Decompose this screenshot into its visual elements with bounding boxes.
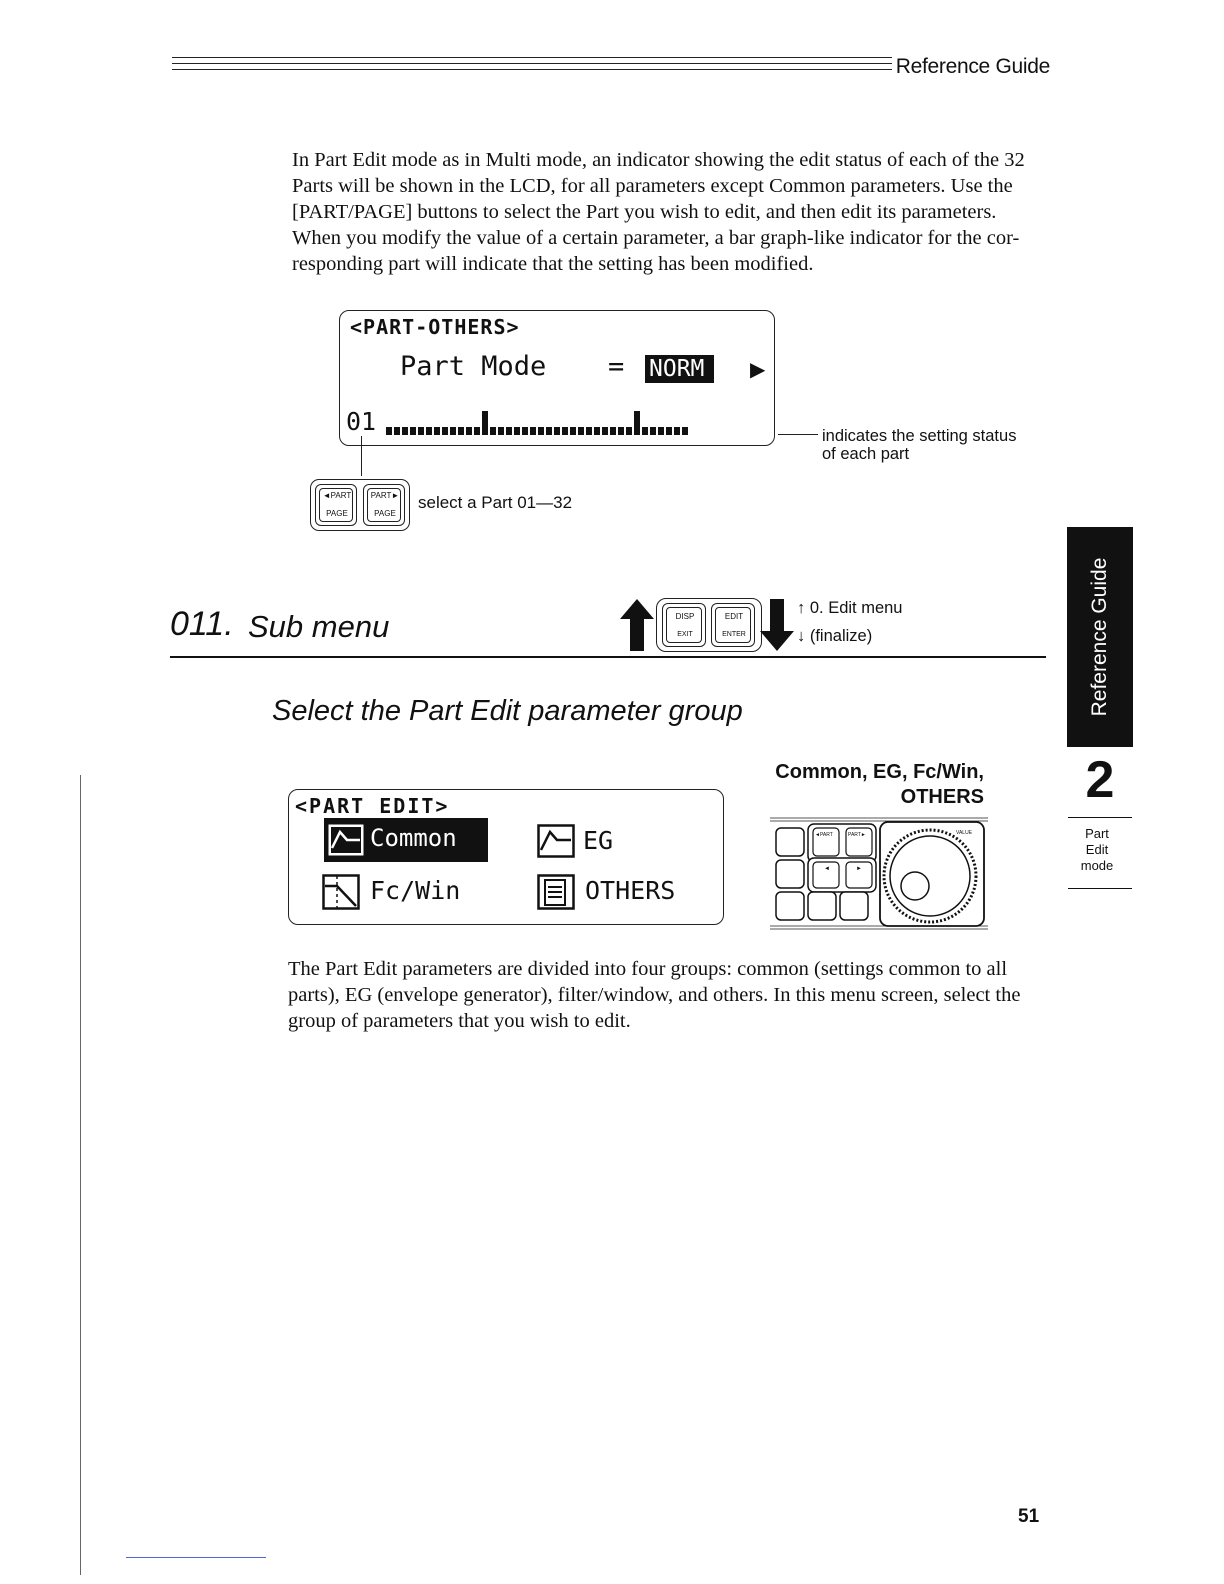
part-status-bar [402,427,408,435]
status-leader-line [778,434,818,435]
part-status-bar [650,427,656,435]
lcd-arrow-icon: ▶ [750,359,766,381]
menu-item-fcwin-label: Fc/Win [370,876,461,905]
nav-up-text: 0. Edit menu [809,599,903,617]
intro-line: responding part will indicate that the setting has been modified. [292,253,814,275]
part-status-bar [530,427,536,435]
edit-enter-button[interactable]: EDIT ENTER [711,603,755,647]
small-up-arrow-icon: ↑ [797,599,806,617]
menu-item-common[interactable] [324,818,488,862]
status-callout [822,427,1016,463]
part-status-bar [386,427,392,435]
part-status-bar [394,427,400,435]
body-line: The Part Edit parameters are divided into four groups: common (settings common to all [288,958,1008,980]
section-title: Sub menu [248,609,390,644]
part-status-bar [562,427,568,435]
menu-item-eg[interactable] [537,820,647,864]
value-knob-label: VALUE [956,830,973,836]
part-status-bar [586,427,592,435]
intro-line: In Part Edit mode as in Multi mode, an indicator showing the edit status of each of the 32 [292,149,1025,171]
part-status-bar [434,427,440,435]
panel-key-right: ► [856,866,862,872]
part-status-bar [594,427,600,435]
part-status-bar [442,427,448,435]
down-arrow-icon [760,599,794,651]
section-subtitle: Select the Part Edit parameter group [272,695,743,727]
menu-item-others-label: OTHERS [585,876,676,905]
part-status-bar [682,427,688,435]
side-tab-label: Reference Guide [1088,557,1111,717]
lcd-part-edit [288,789,724,925]
intro-line: When you modify the value of a certain parameter, a bar graph-like indicator for the cor- [292,227,1020,249]
intro-paragraph [292,147,1062,277]
part-status-bar [538,427,544,435]
part-status-bar-modified [482,411,488,435]
part-status-bar [490,427,496,435]
disp-exit-button[interactable]: DISP EXIT [662,603,706,647]
running-head: Reference Guide [895,55,1050,78]
part-status-bar [610,427,616,435]
part-status-bar [570,427,576,435]
part-status-bar [506,427,512,435]
nav-down-label [797,627,872,646]
chapter-tab-rule [1068,817,1132,818]
status-callout-line: of each part [822,445,910,463]
panel-key-next-part: PART► [848,832,866,838]
part-status-bar [466,427,472,435]
part-status-bar [618,427,624,435]
part-status-bar [666,427,672,435]
header-rule-1 [172,57,892,58]
panel-caption-line: OTHERS [900,786,984,808]
part-page-next-button[interactable]: PART► PAGE [363,484,405,526]
small-down-arrow-icon: ↓ [797,627,806,645]
lcd-value: NORM [645,355,714,383]
part-status-bar [674,427,680,435]
select-part-callout: select a Part 01—32 [418,493,573,512]
envelope-icon [537,824,575,858]
page-number: 51 [1018,1506,1040,1527]
part-status-bar [642,427,648,435]
binding-line [80,775,81,1575]
menu-item-eg-label: EG [583,826,614,855]
part-status-bar [522,427,528,435]
part-status-bar [602,427,608,435]
document-icon [537,874,575,910]
nav-down-text: (finalize) [809,627,873,645]
part-status-bar [450,427,456,435]
lcd-part-number: 01 [346,407,377,436]
part-status-bar-modified [634,411,640,435]
intro-line: Parts will be shown in the LCD, for all parameters except Common parameters. Use the [292,175,1013,197]
panel-key-prev-part: ◄PART [815,832,833,838]
nav-up-label [797,599,902,618]
part-leader-line [361,436,362,476]
body-line: group of parameters that you wish to edit. [288,1010,631,1032]
part-status-bar [458,427,464,435]
header-rule-3 [172,69,892,70]
part-page-prev-button[interactable]: ◄PART PAGE [315,484,357,526]
panel-key-left: ◄ [824,866,830,872]
menu-item-others[interactable] [537,870,717,914]
lcd-part-others [339,310,775,446]
lcd-title: <PART-OTHERS> [350,315,520,339]
part-status-bar [498,427,504,435]
chapter-label: Part Edit mode [1080,826,1114,873]
filter-icon [322,874,360,910]
body-paragraph [288,956,1058,1034]
menu-item-fcwin[interactable] [322,870,502,914]
header-rule-2 [172,63,892,64]
body-line: parts), EG (envelope generator), filter/window, and others. In this menu screen, select the [288,984,1021,1006]
up-arrow-icon [620,599,654,651]
lcd-param-label: Part Mode [400,351,547,382]
part-status-bar [426,427,432,435]
part-status-bar [474,427,480,435]
envelope-icon [328,824,364,856]
part-status-bar [410,427,416,435]
part-status-bargraph [386,407,688,435]
part-status-bar [554,427,560,435]
part-status-bar [578,427,584,435]
part-status-bar [418,427,424,435]
chapter-number: 2 [1085,751,1115,809]
status-callout-line: indicates the setting status [822,427,1017,445]
chapter-tab-rule-bottom [1068,888,1132,889]
part-status-bar [658,427,664,435]
part-status-bar [546,427,552,435]
part-status-bar [514,427,520,435]
bottom-link-rule [126,1557,266,1558]
part-status-bar [626,427,632,435]
lcd2-title: <PART EDIT> [295,794,450,818]
section-rule [170,656,1046,658]
panel-caption-line: Common, EG, Fc/Win, [775,761,984,783]
panel-caption [740,760,984,810]
section-number: 011. [170,605,234,643]
intro-line: [PART/PAGE] buttons to select the Part you wish to edit, and then edit its parameters. [292,201,997,223]
lcd-equals: = [608,351,625,382]
menu-item-common-label: Common [370,824,457,852]
